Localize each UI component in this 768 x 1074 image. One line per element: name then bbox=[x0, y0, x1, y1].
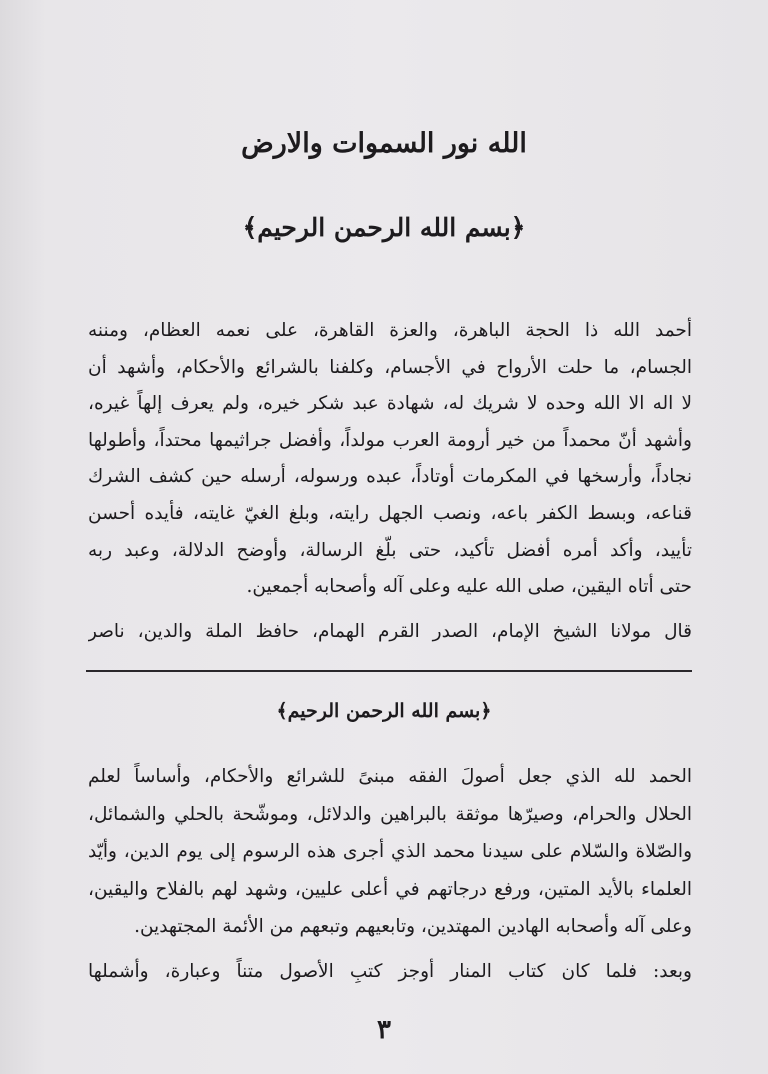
text-line: الحلال والحرام، وصيرّها موثقة بالبراهين والدلائل، وموشّحة بالحلي والشمائل، bbox=[88, 803, 692, 825]
text-line: والصّلاة والسّلام على سيدنا محمد الذي أجرى هذه الرسوم إلى يوم الدين، وأيّد bbox=[88, 841, 692, 862]
text-line: وبعد: فلما كان كتاب المنار أوجز كتبِ الأصول متناً وعبارة، وأشملها bbox=[88, 961, 692, 982]
basmala-subheading: ﴿بسم الله الرحمن الرحيم﴾ bbox=[276, 700, 492, 722]
text-line: العلماء بالأيد المتين، ورفع درجاتهم في أعلى عليين، وشهد لهم بالفلاح واليقين، bbox=[88, 878, 692, 900]
text-line: الحمد لله الذي جعل أصولَ الفقه مبنىً للشرائع والأحكام، وأساساً لعلم bbox=[88, 766, 692, 787]
intro-paragraph bbox=[88, 313, 692, 606]
text-line: وأشهد أنّ محمداً من خير أرومة العرب مولداً، وأفضل جراثيمها محتداً، وأطولها bbox=[88, 429, 692, 451]
final-paragraph bbox=[88, 954, 692, 991]
text-line: تأييد، وأكد أمره أفضل تأكيد، حتى بلّغ الرسالة، وأوضح الدلالة، وعبد ربه bbox=[88, 539, 692, 561]
text-line: أحمد الله ذا الحجة الباهرة، والعزة القاهرة، على نعمه العظام، ومننه bbox=[88, 320, 692, 341]
text-line: نجاداً، وأرسخها في المكرمات أوتاداً، عبده ورسوله، أرسله حين كشف الشرك bbox=[88, 466, 692, 488]
page-title: الله نور السموات والارض bbox=[241, 128, 527, 159]
text-line: لا اله الا الله وحده لا شريك له، شهادة عبد شكر خيره، ولم يعرف إلهاً غيره، bbox=[88, 393, 692, 415]
body-paragraph bbox=[88, 758, 692, 946]
closing-paragraph bbox=[88, 614, 692, 651]
text-line: قال مولانا الشيخ الإمام، الصدر القرم الهمام، حافظ الملة والدين، ناصر bbox=[88, 621, 692, 642]
text-line: الجسام، ما حلت الأرواح في الأجسام، وكلفنا بالشرائع والأحكام، وأشهد أن bbox=[88, 356, 692, 378]
text-line: قناعه، وبسط الكفر باعه، ونصب الجهل رايته، وبلغ الغيّ غايته، فأيده أحسن bbox=[88, 502, 692, 524]
text-line: وعلى آله وأصحابه الهادين المهتدين، وتابعيهم وتبعهم من الأئمة المجتهدين. bbox=[134, 916, 692, 937]
basmala-heading: ﴿بسم الله الرحمن الرحيم﴾ bbox=[242, 213, 526, 242]
page-number: ٣ bbox=[377, 1015, 391, 1045]
section-divider bbox=[86, 670, 692, 672]
text-line: حتى أتاه اليقين، صلى الله عليه وعلى آله وأصحابه أجمعين. bbox=[246, 576, 692, 598]
